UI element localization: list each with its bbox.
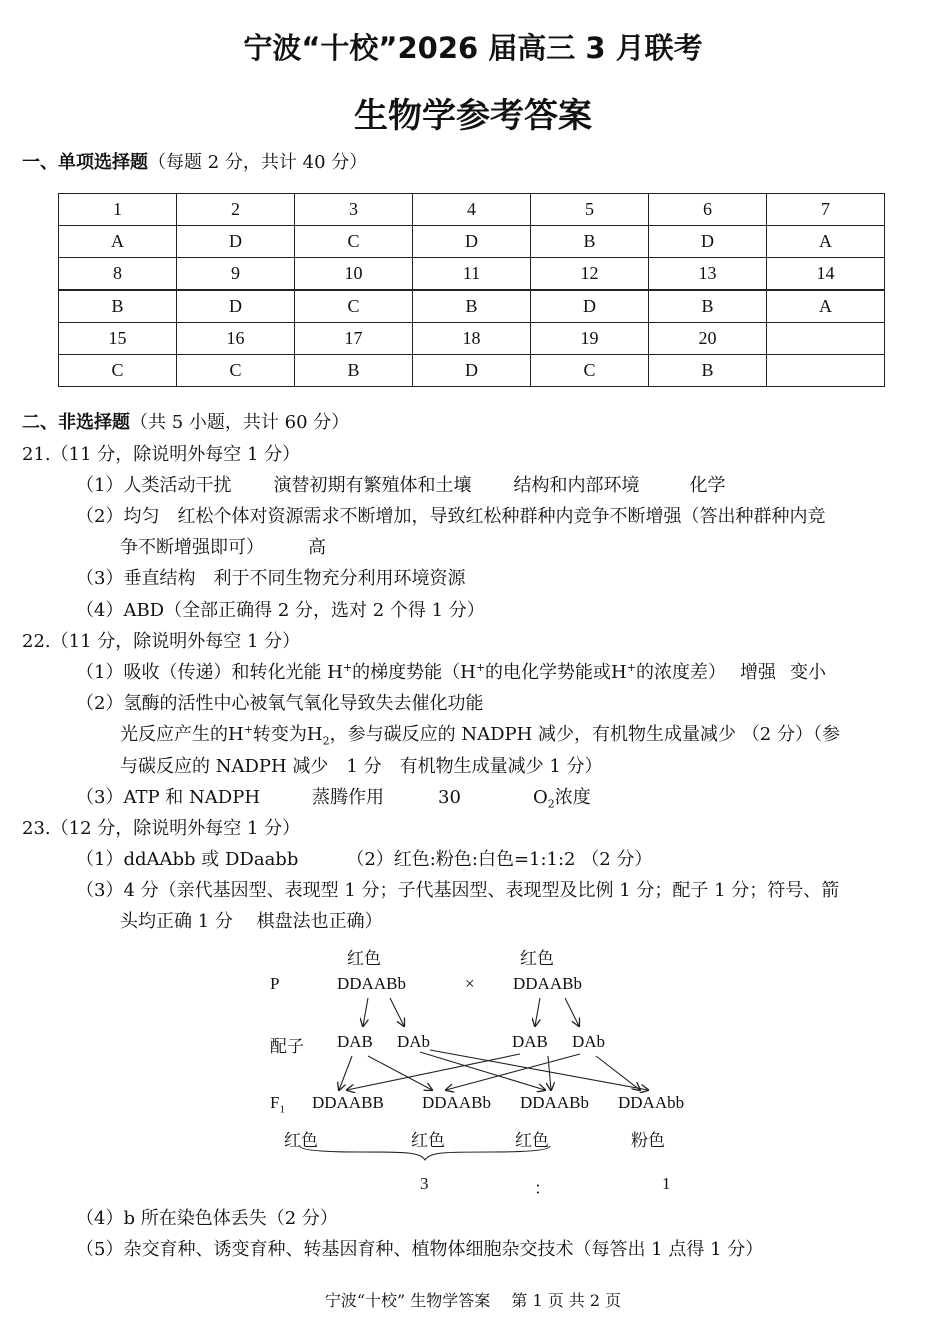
q22-heading: 22.（11 分，除说明外每空 1 分）	[22, 631, 301, 652]
table-cell: D	[177, 226, 295, 258]
q22-p3-e: 浓度	[554, 787, 591, 808]
arrow-p2-g3	[535, 998, 540, 1026]
table-cell: B	[413, 290, 531, 323]
table-cell: 17	[295, 323, 413, 355]
table-cell: 2	[177, 194, 295, 226]
arrow-g3-o3	[548, 1056, 551, 1090]
table-cell: A	[767, 290, 885, 323]
section2-note: （共 5 小题，共计 60 分）	[130, 412, 350, 433]
table-cell: 10	[295, 258, 413, 291]
table-cell: B	[59, 290, 177, 323]
q23-part5: （5）杂交育种、诱变育种、转基因育种、植物体细胞杂交技术（每答出 1 点得 1 分）	[76, 1239, 764, 1260]
table-cell: C	[177, 355, 295, 387]
parent2-phenotype: 红色	[520, 949, 554, 968]
q21-heading: 21.（11 分，除说明外每空 1 分）	[22, 444, 301, 465]
q22-p2b-h: H	[228, 724, 244, 745]
offspring-2-phenotype: 红色	[411, 1131, 445, 1150]
ratio-pink: 1	[662, 1174, 671, 1193]
answer-title: 生物学参考答案	[354, 96, 592, 136]
q22-p2b-a: 光反应产生的	[120, 724, 228, 745]
section1-note: （每题 2 分，共计 40 分）	[148, 152, 368, 173]
offspring-1-phenotype: 红色	[284, 1131, 318, 1150]
q21-part2-line1: （2）均匀 红松个体对资源需求不断增加，导致红松种群种内竞争不断增强（答出种群种内竞	[76, 506, 826, 527]
parent1-phenotype: 红色	[347, 949, 381, 968]
table-cell: 15	[59, 323, 177, 355]
gamete-4: DAb	[572, 1032, 606, 1051]
offspring-4: DDAAbb	[618, 1093, 685, 1112]
q21-part3: （3）垂直结构 利于不同生物充分利用环境资源	[76, 568, 466, 589]
offspring-3: DDAABb	[520, 1093, 589, 1112]
q22-p1-plus3: +	[626, 661, 636, 674]
table-cell: 20	[649, 323, 767, 355]
arrow-p1-g1	[363, 998, 368, 1026]
offspring-2: DDAABb	[422, 1093, 491, 1112]
q22-part2-line3: 与碳反应的 NADPH 减少 1 分 有机物生成量减少 1 分）	[120, 756, 603, 777]
arrow-g3-o1	[347, 1054, 520, 1090]
table-cell: C	[59, 355, 177, 387]
gamete-2: DAb	[397, 1032, 431, 1051]
q23-part4: （4）b 所在染色体丢失（2 分）	[76, 1208, 338, 1229]
q23-p1-a: （1）ddAAbb 或 DDaabb	[76, 849, 299, 870]
q22-p2b-h2: H	[306, 724, 323, 745]
table-cell: C	[295, 290, 413, 323]
table-cell: B	[295, 355, 413, 387]
f1-sub: 1	[279, 1103, 285, 1116]
table-cell: A	[767, 226, 885, 258]
q23-heading: 23.（12 分，除说明外每空 1 分）	[22, 818, 301, 839]
q22-p1-a: （1）吸收（传递）和转化光能	[76, 662, 322, 683]
q22-p3-sub: 2	[547, 797, 555, 811]
parent1-genotype: DDAABb	[337, 974, 406, 993]
arrow-g2-o4	[430, 1050, 648, 1090]
table-cell: 13	[649, 258, 767, 291]
f1-letter: F	[270, 1093, 280, 1112]
table-cell: 6	[649, 194, 767, 226]
q22-p1-c: 的电化学势能或	[485, 662, 612, 683]
q22-p1-d: 的浓度差）	[635, 662, 726, 683]
q22-p2b-sub: 2	[322, 734, 330, 748]
q21-p2-b1: 争不断增强即可）	[120, 537, 264, 558]
q21-p1-b: 演替初期有繁殖体和土壤	[273, 475, 472, 496]
table-cell: 4	[413, 194, 531, 226]
parent2-genotype: DDAABb	[513, 974, 582, 993]
q22-p1-plus2: +	[475, 661, 486, 674]
ratio-brace	[300, 1146, 550, 1160]
table-cell: 9	[177, 258, 295, 291]
table-cell: 18	[413, 323, 531, 355]
q22-p1-e: 增强	[739, 662, 776, 683]
table-cell: D	[413, 355, 531, 387]
table-cell: 7	[767, 194, 885, 226]
section2-label: 二、非选择题	[22, 412, 130, 433]
q22-part2: （2）氢酶的活性中心被氧气氧化导致失去催化功能	[76, 693, 484, 714]
q22-p2b-b: 转变为	[252, 724, 307, 745]
p-label: P	[270, 974, 280, 993]
offspring-3-phenotype: 红色	[515, 1131, 549, 1150]
table-cell: D	[531, 290, 649, 323]
table-cell: D	[649, 226, 767, 258]
table-cell: B	[649, 290, 767, 323]
q22-p2b-plus: +	[243, 723, 253, 736]
table-cell: B	[649, 355, 767, 387]
q22-p1-plus1: +	[342, 661, 353, 674]
q22-p1-h1: H	[327, 662, 343, 683]
q23-part3-line2: 头均正确 1 分 棋盘法也正确）	[120, 911, 383, 932]
ratio-colon: ：	[534, 1179, 551, 1198]
table-cell: A	[59, 226, 177, 258]
table-cell: C	[295, 226, 413, 258]
arrow-g1-o2	[368, 1056, 432, 1090]
table-cell: 3	[295, 194, 413, 226]
q22-p3-c: 30	[438, 787, 461, 808]
table-cell: B	[531, 226, 649, 258]
arrow-g1-o1	[339, 1056, 352, 1090]
q22-p1-f: 变小	[789, 662, 826, 683]
arrow-p2-g4	[565, 998, 579, 1026]
offspring-4-phenotype: 粉色	[631, 1131, 665, 1150]
q21-part4: （4）ABD（全部正确得 2 分，选对 2 个得 1 分）	[76, 600, 485, 621]
table-cell: D	[177, 290, 295, 323]
table-cell: C	[531, 355, 649, 387]
q22-p1-h2: H	[460, 662, 476, 683]
table-cell: 16	[177, 323, 295, 355]
arrow-p1-g2	[390, 998, 404, 1026]
table-cell: 19	[531, 323, 649, 355]
offspring-1: DDAABB	[312, 1093, 384, 1112]
gamete-label: 配子	[270, 1037, 304, 1056]
q21-p1-c: 结构和内部环境	[513, 475, 640, 496]
table-cell: 11	[413, 258, 531, 291]
q21-p1-d: 化学	[689, 475, 726, 496]
ratio-red: 3	[420, 1174, 429, 1193]
q21-p1-a: （1）人类活动干扰	[76, 475, 232, 496]
table-cell: 14	[767, 258, 885, 291]
cross-symbol: ×	[465, 974, 475, 993]
section1-label: 一、单项选择题	[22, 152, 148, 173]
page-footer: 宁波“十校” 生物学答案 第 1 页 共 2 页	[324, 1291, 622, 1310]
exam-title: 宁波“十校”2026 届高三 3 月联考	[243, 31, 703, 65]
arrow-g4-o2	[446, 1054, 580, 1090]
table-cell: 5	[531, 194, 649, 226]
table-cell: 12	[531, 258, 649, 291]
gamete-1: DAB	[337, 1032, 373, 1051]
table-cell: 8	[59, 258, 177, 291]
q22-p2b-c: ，参与碳反应的 NADPH 减少，有机物生成量减少 （2 分）（参	[329, 724, 840, 745]
q22-p1-b: 的梯度势能（	[352, 662, 461, 683]
table-cell: 1	[59, 194, 177, 226]
q22-p3-b: 蒸腾作用	[312, 787, 385, 808]
q23-part3-line1: （3）4 分（亲代基因型、表现型 1 分；子代基因型、表现型及比例 1 分；配子 1 分；符号、箭	[76, 880, 840, 901]
q22-p1-h3: H	[611, 662, 627, 683]
q21-p2-b2: 高	[308, 537, 326, 558]
table-cell: D	[413, 226, 531, 258]
gamete-3: DAB	[512, 1032, 548, 1051]
q22-p3-d: O	[532, 787, 548, 808]
q23-p1-b: （2）红色:粉色:白色=1:1:2 （2 分）	[346, 849, 653, 870]
q22-p3-a: （3）ATP 和 NADPH	[76, 787, 261, 808]
